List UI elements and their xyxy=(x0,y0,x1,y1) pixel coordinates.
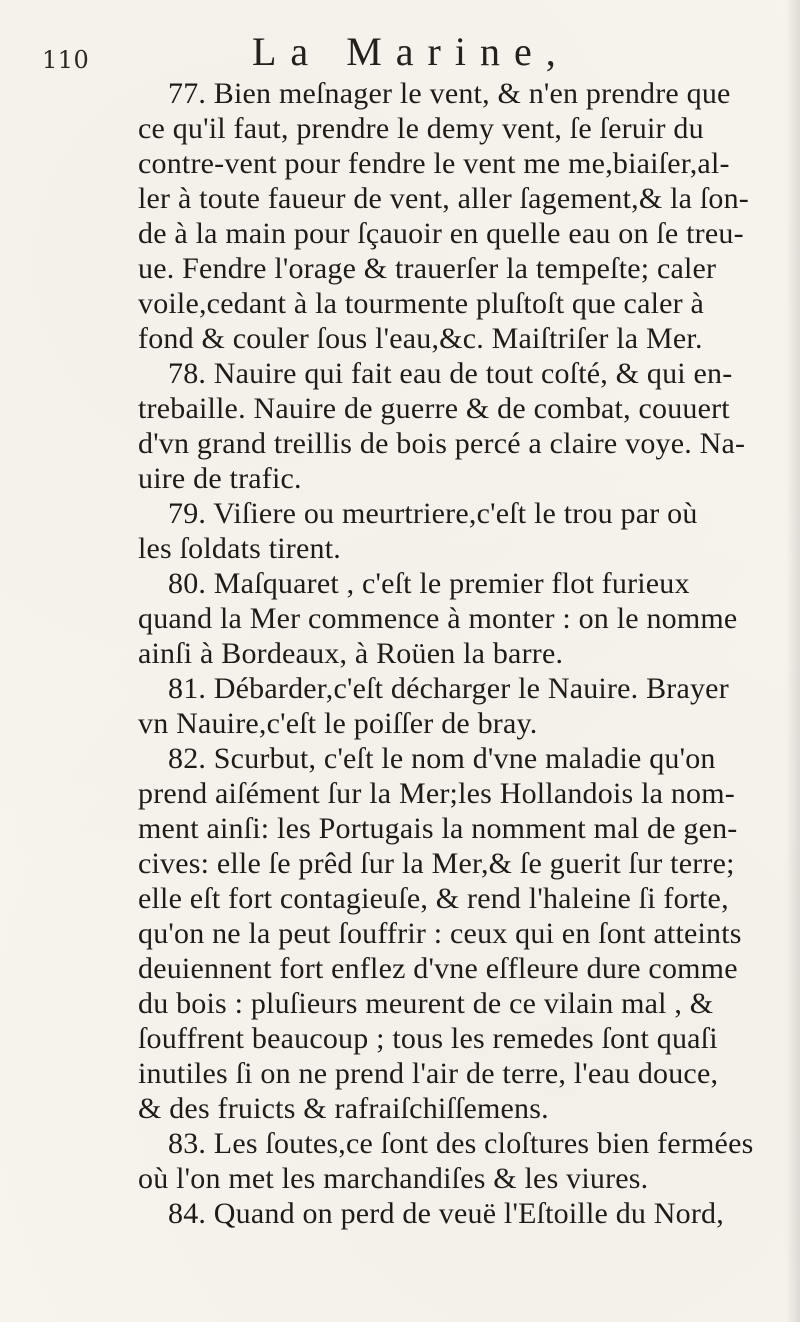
text-line: ainſi à Bordeaux, à Roüen la barre. xyxy=(138,637,564,670)
text-line: les ſoldats tirent. xyxy=(138,532,341,565)
text-line: voile,cedant à la tourmente pluſtoſt que caler à xyxy=(138,287,705,320)
text-line: 81. Débarder,c'eſt décharger le Nauire. Brayer xyxy=(168,672,729,705)
text-line: trebaille. Nauire de guerre & de combat, couuert xyxy=(138,392,730,425)
text-line: 79. Viſiere ou meurtriere,c'eſt le trou par où xyxy=(168,497,698,530)
text-line: de à la main pour ſçauoir en quelle eau on ſe treu- xyxy=(138,217,744,250)
text-line: inutiles ſi on ne prend l'air de terre, l'eau douce, xyxy=(138,1057,719,1090)
text-line: qu'on ne la peut ſouffrir : ceux qui en ſont atteints xyxy=(138,917,742,950)
text-line: 82. Scurbut, c'eſt le nom d'vne maladie qu'on xyxy=(168,742,716,775)
text-line: & des fruicts & rafraiſchiſſemens. xyxy=(138,1092,549,1125)
text-line: elle eſt fort contagieuſe, & rend l'haleine ſi forte, xyxy=(138,882,729,915)
text-line: deuiennent fort enflez d'vne eſfleure dure comme xyxy=(138,952,738,985)
text-line: où l'on met les marchandiſes & les viures. xyxy=(138,1162,649,1195)
text-line: ce qu'il faut, prendre le demy vent, ſe ſeruir du xyxy=(138,112,704,145)
text-line: ſouffrent beaucoup ; tous les remedes ſont quaſi xyxy=(138,1022,718,1055)
text-line: contre-vent pour fendre le vent me me,biaiſer,al- xyxy=(138,147,730,180)
text-line: cives: elle ſe prêd ſur la Mer,& ſe guerit ſur terre; xyxy=(138,847,735,880)
text-line: ment ainſi: les Portugais la nomment mal de gen- xyxy=(138,812,738,845)
text-line: 84. Quand on perd de veuë l'Eſtoille du Nord, xyxy=(168,1197,724,1230)
text-line: 77. Bien meſnager le vent, & n'en prendre que xyxy=(168,77,731,110)
text-line: ue. Fendre l'orage & trauerſer la tempeſte; caler xyxy=(138,252,717,285)
running-title: La Marine, xyxy=(252,29,570,74)
text-line: quand la Mer commence à monter : on le nomme xyxy=(138,602,738,635)
text-line: 83. Les ſoutes,ce ſont des cloſtures bien fermées xyxy=(168,1127,754,1160)
text-line: du bois : pluſieurs meurent de ce vilain mal , & xyxy=(138,987,714,1020)
page-number: 110 xyxy=(42,46,90,74)
text-line: 78. Nauire qui fait eau de tout coſté, & qui en- xyxy=(168,357,733,390)
text-line: d'vn grand treillis de bois percé a claire voye. Na- xyxy=(138,427,746,460)
body-text xyxy=(0,76,790,1311)
text-line: 80. Maſquaret , c'eſt le premier flot furieux xyxy=(168,567,690,600)
page-header xyxy=(42,26,762,80)
text-line: uire de trafic. xyxy=(138,462,302,495)
text-line: vn Nauire,c'eſt le poiſſer de bray. xyxy=(138,707,538,740)
text-line: ler à toute faueur de vent, aller ſagement,& la ſon- xyxy=(138,182,749,215)
text-line: fond & couler ſous l'eau,&c. Maiſtriſer la Mer. xyxy=(138,322,703,355)
text-line: prend aiſément ſur la Mer;les Hollandois la nom- xyxy=(138,777,735,810)
